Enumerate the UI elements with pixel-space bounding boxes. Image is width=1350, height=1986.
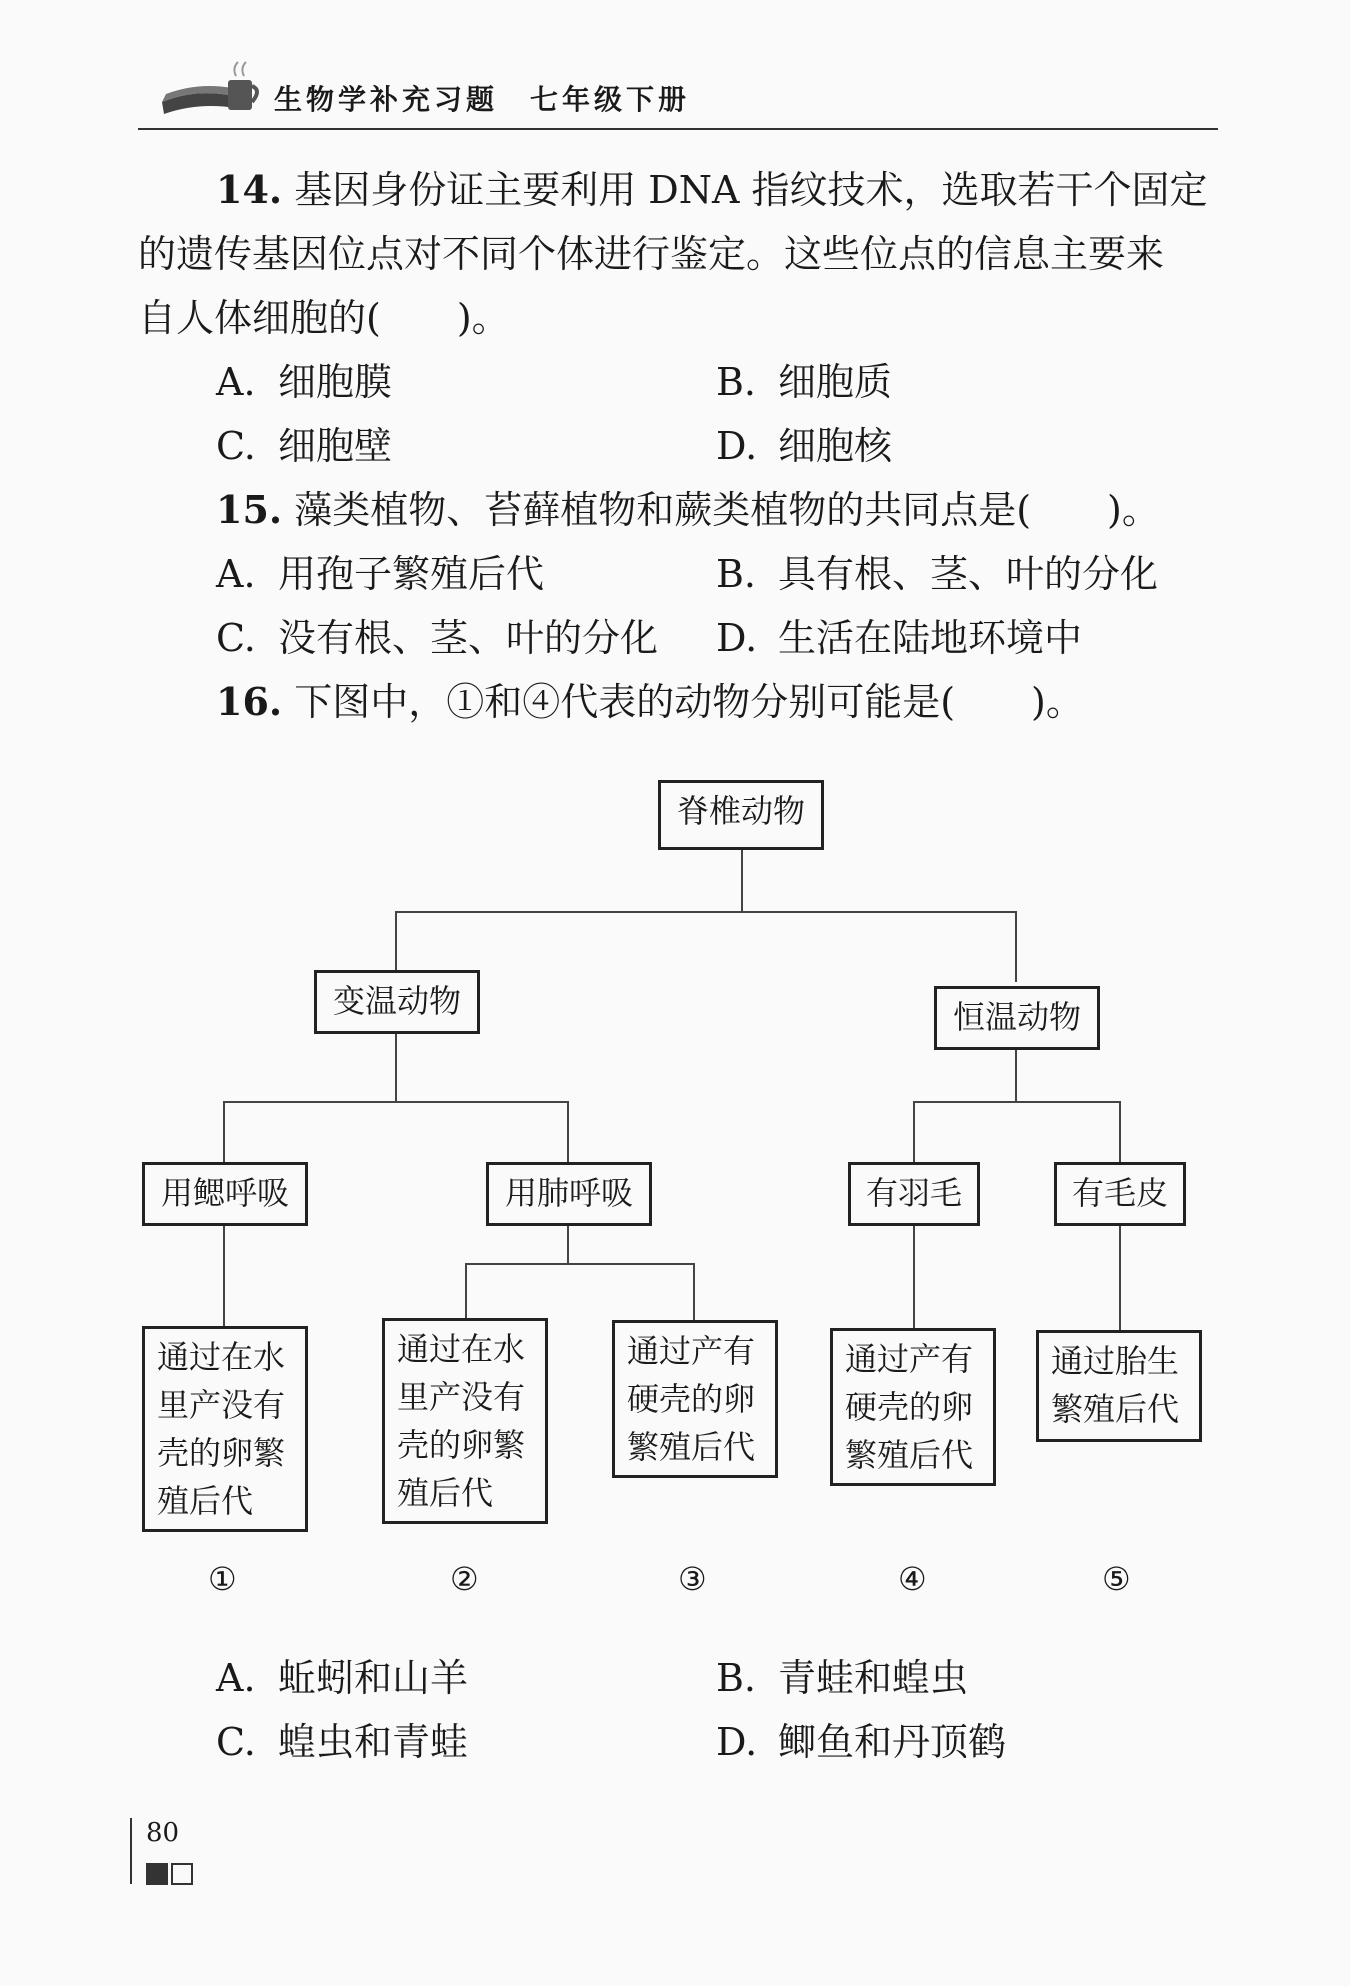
node-vertebrates: 脊椎动物 [658,780,824,850]
q14-line1: 14. 基因身份证主要利用 DNA 指纹技术，选取若干个固定 [216,167,1208,212]
q15-stem: 15. 藻类植物、苔藓植物和蕨类植物的共同点是( )。 [216,487,1160,532]
q14-line3: 自人体细胞的( )。 [138,296,510,340]
leaf-4: 通过产有 硬壳的卵 繁殖后代 [830,1328,996,1486]
q16-option-d[interactable]: D. 鲫鱼和丹顶鹤 [716,1720,1007,1764]
node-gill-breathing: 用鳃呼吸 [142,1162,308,1226]
node-lung-breathing: 用肺呼吸 [486,1162,652,1226]
q14-option-d[interactable]: D. 细胞核 [716,424,893,468]
q16-option-a[interactable]: A. 蚯蚓和山羊 [216,1656,469,1700]
q14-line2: 的遗传基因位点对不同个体进行鉴定。这些位点的信息主要来 [138,232,1165,276]
q14-option-b[interactable]: B. 细胞质 [716,360,893,404]
q15-option-b[interactable]: B. 具有根、茎、叶的分化 [716,552,1159,596]
marker-2: ② [450,1560,479,1598]
marker-4: ④ [898,1560,927,1598]
q16-stem: 16. 下图中，①和④代表的动物分别可能是( )。 [216,679,1084,724]
header-title: 生物学补充习题 七年级下册 [274,83,691,116]
q16-option-b[interactable]: B. 青蛙和蝗虫 [716,1656,969,1700]
marker-5: ⑤ [1102,1560,1131,1598]
leaf-5: 通过胎生 繁殖后代 [1036,1330,1202,1442]
q14-option-a[interactable]: A. 细胞膜 [216,360,393,404]
questions [138,158,1218,734]
q15-option-d[interactable]: D. 生活在陆地环境中 [716,616,1083,660]
marker-3: ③ [678,1560,707,1598]
node-feathers: 有羽毛 [848,1162,980,1226]
page-squares [146,1858,196,1888]
page-header [138,50,1218,130]
marker-1: ① [208,1560,237,1598]
q16-option-c[interactable]: C. 蝗虫和青蛙 [216,1720,469,1764]
node-warm-blooded: 恒温动物 [934,986,1100,1050]
empty-square-icon [171,1863,193,1885]
leaf-2: 通过在水 里产没有 壳的卵繁 殖后代 [382,1318,548,1524]
classification-diagram [138,770,1218,1630]
q15-option-c[interactable]: C. 没有根、茎、叶的分化 [216,616,659,660]
node-fur: 有毛皮 [1054,1162,1186,1226]
page-footer [130,1818,196,1884]
q16-options-grid [138,1645,1218,1773]
books-and-cup-icon [156,58,266,126]
node-cold-blooded: 变温动物 [314,970,480,1034]
q14-options [138,350,1218,478]
leaf-1: 通过在水 里产没有 壳的卵繁 殖后代 [142,1326,308,1532]
leaf-3: 通过产有 硬壳的卵 繁殖后代 [612,1320,778,1478]
q15-option-a[interactable]: A. 用孢子繁殖后代 [216,552,545,596]
q15-options [138,542,1218,670]
page-number: 80 [146,1818,180,1848]
filled-square-icon [146,1863,168,1885]
q14-option-c[interactable]: C. 细胞壁 [216,424,393,468]
q16-options [138,1645,1218,1773]
